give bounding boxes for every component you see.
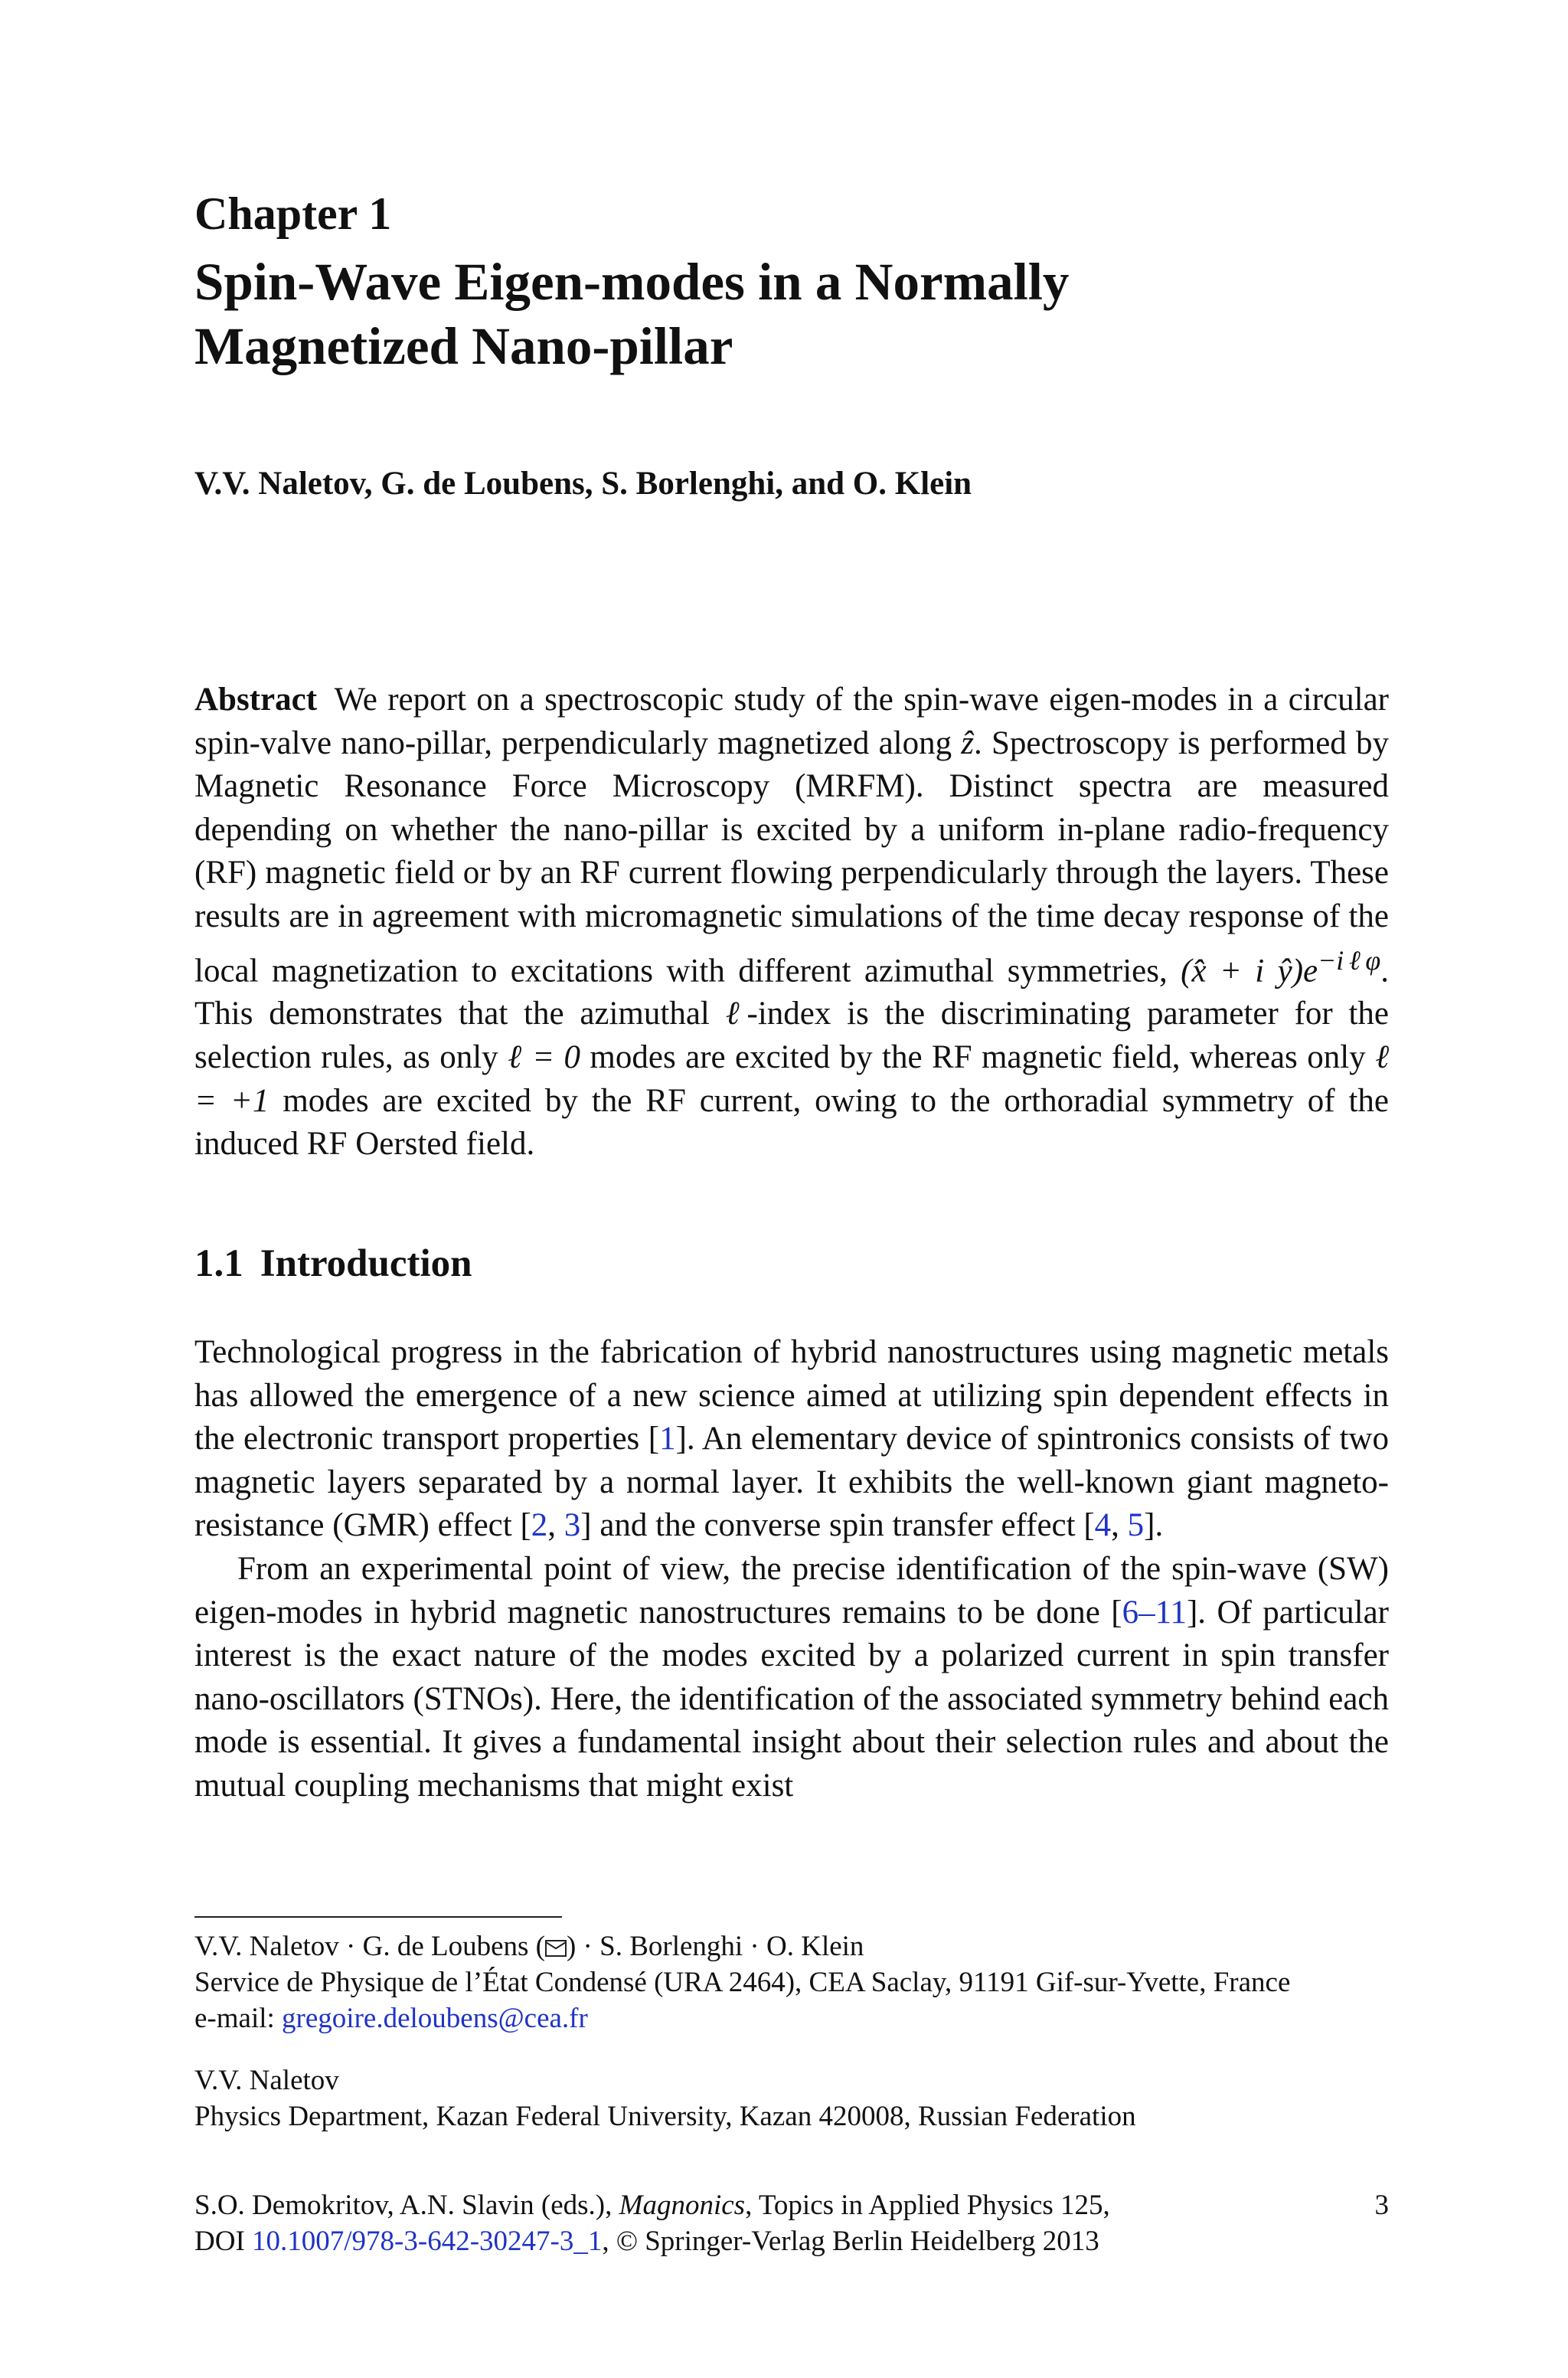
footnote-gap xyxy=(194,2036,1389,2062)
abstract-text-6: modes are excited by the RF current, owing to the orthoradial symmetry of the induced RF Oersted field. xyxy=(194,1082,1389,1163)
abstract-z-hat: ẑ xyxy=(961,725,975,761)
citation-book-title: Magnonics xyxy=(619,2190,746,2221)
intro-text: ] and the converse spin transfer effect [ xyxy=(580,1507,1095,1544)
intro-text: , xyxy=(547,1507,564,1544)
email-label: e-mail: xyxy=(194,2003,283,2034)
intro-text: ]. xyxy=(1144,1507,1164,1544)
abstract-text-4: -index is the discriminating parameter for the selection rules, as only xyxy=(194,996,1389,1076)
copyright-text: , © Springer-Verlag Berlin Heidelberg 2013 xyxy=(602,2226,1099,2257)
abstract-text-5: modes are excited by the RF magnetic field, whereas only xyxy=(580,1039,1376,1076)
abstract-text-1: We report on a spectroscopic study of the spin-wave eigen-modes in a circular spin-valve nano-pillar, perpendicularly magnetized along xyxy=(194,682,1389,761)
citation-link[interactable]: 6–11 xyxy=(1122,1594,1187,1631)
intro-text: Technological progress in the fabrication of hybrid nanostructures using magnetic metals has allowed the emergence of a new science aimed at utilizing spin dependent effects in the electronic transport properties [ xyxy=(194,1334,1389,1457)
intro-text: ]. Of particular interest is the exact nature of the modes excited by a polarized current in spin transfer nano-oscillators (STNOs). Here, the identification of the associated symmetry behind each mode is essential. It gives a fundamental insight about their selection rules and about the mutual coupling mechanisms that might exist xyxy=(194,1594,1389,1804)
footnote-author-2: V.V. Naletov xyxy=(194,2065,339,2096)
email-link[interactable]: gregoire.deloubens@cea.fr xyxy=(282,2003,588,2034)
citation-link[interactable]: 3 xyxy=(564,1507,581,1544)
citation-link[interactable]: 1 xyxy=(659,1421,676,1457)
chapter-title-line-1: Spin-Wave Eigen-modes in a Normally xyxy=(194,253,1070,311)
doi-label: DOI xyxy=(194,2226,253,2257)
intro-paragraph-2 xyxy=(194,1548,1389,1808)
abstract-text-2: . Spectroscopy is performed by Magnetic Resonance Force Microscopy (MRFM). Distinct spectra are measured depending on whether the nano-pillar is excited by a uniform in-plane radio-frequency (RF) magnetic field or by an RF current flowing perpendicularly through the layers. These results are in agreement with micromagnetic simulations of the time decay response of the local magnetization to excitations with different azimuthal symmetries, xyxy=(194,725,1389,989)
intro-paragraph-1 xyxy=(194,1331,1389,1548)
chapter-title-line-2: Magnetized Nano-pillar xyxy=(194,317,733,375)
footnote-authors-text: V.V. Naletov · G. de Loubens ( xyxy=(194,1931,545,1962)
citation-link[interactable]: 2 xyxy=(531,1507,548,1544)
page-number: 3 xyxy=(1374,2190,1389,2221)
section-number: 1.1 xyxy=(194,1242,243,1285)
book-citation xyxy=(194,2187,1389,2259)
doi-link[interactable]: 10.1007/978-3-642-30247-3_1 xyxy=(252,2226,603,2257)
chapter-title xyxy=(194,250,1458,378)
footnote-affiliation-2: Physics Department, Kazan Federal University, Kazan 420008, Russian Federation xyxy=(194,2101,1136,2132)
abstract-ell-zero: ℓ = 0 xyxy=(508,1039,581,1076)
footnote-authors-text: ) · S. Borlenghi · O. Klein xyxy=(566,1931,864,1962)
citation-series: , Topics in Applied Physics 125, xyxy=(745,2190,1110,2221)
footnote-affiliation-1: Service de Physique de l’État Condensé (URA 2464), CEA Saclay, 91191 Gif-sur-Yvette, France xyxy=(194,1967,1291,1998)
footnote-divider xyxy=(194,1916,562,1918)
citation-line-1 xyxy=(194,2187,1389,2223)
footnote-email xyxy=(194,2000,1389,2036)
footnote-authors xyxy=(194,1928,1389,1964)
author-footnotes xyxy=(194,1928,1389,2134)
abstract-math-symmetry: (x̂ + i ŷ)e xyxy=(1181,952,1318,989)
introduction-body xyxy=(194,1331,1389,1808)
author-list: V.V. Naletov, G. de Loubens, S. Borlenghi, and O. Klein xyxy=(194,466,972,502)
citation-link[interactable]: 5 xyxy=(1127,1507,1145,1544)
intro-text: ]. An elementary device of spintronics consists of two magnetic layers separated by a normal layer. It exhibits the well-known giant magneto-resistance (GMR) effect [ xyxy=(194,1421,1389,1544)
abstract-text-3: . This demonstrates that the azimuthal xyxy=(194,952,1390,1032)
intro-text: From an experimental point of view, the precise identification of the spin-wave (SW) eigen-modes in hybrid magnetic nanostructures remains to be done [ xyxy=(194,1550,1389,1631)
citation-editors: S.O. Demokritov, A.N. Slavin (eds.), xyxy=(194,2190,619,2221)
abstract xyxy=(194,679,1389,1166)
citation-link[interactable]: 4 xyxy=(1094,1507,1112,1544)
abstract-label: Abstract xyxy=(194,682,318,718)
envelope-icon xyxy=(545,1940,567,1957)
citation-line-2 xyxy=(194,2223,1389,2259)
abstract-ell-one: ℓ = +1 xyxy=(194,1039,1389,1119)
intro-text: , xyxy=(1111,1507,1128,1544)
section-title: Introduction xyxy=(260,1242,472,1285)
section-heading xyxy=(194,1241,472,1287)
chapter-label: Chapter 1 xyxy=(194,188,392,239)
abstract-ell: ℓ xyxy=(725,996,747,1032)
abstract-math-exponent: −iℓφ xyxy=(1318,944,1381,976)
